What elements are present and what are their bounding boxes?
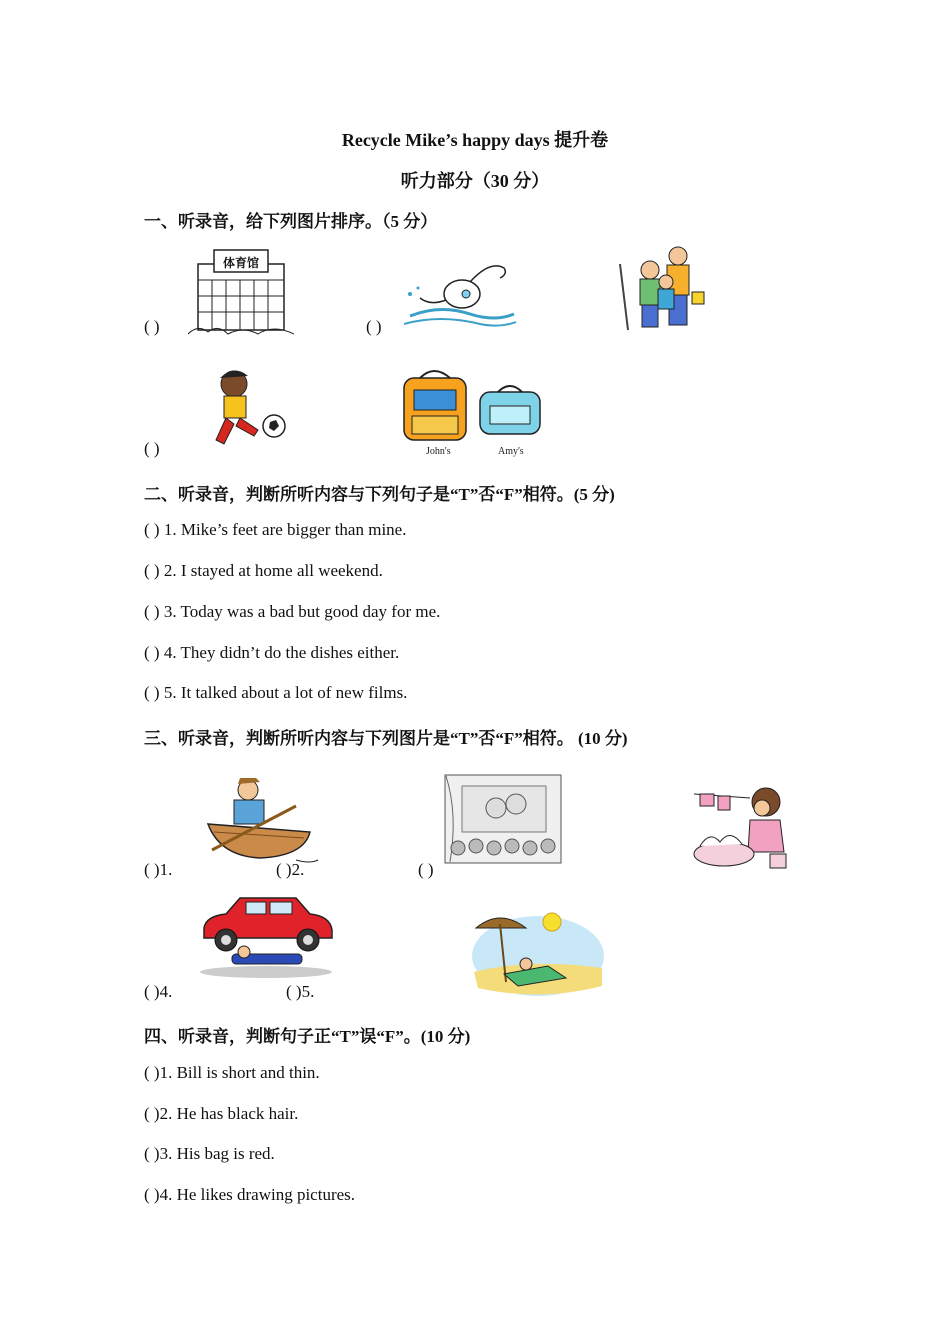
section4-item-3[interactable]: ( )3. His bag is red.	[144, 1144, 275, 1163]
swimming-picture	[400, 254, 518, 332]
bag-label-john: John's	[426, 446, 451, 457]
section2-item-4[interactable]: ( ) 4. They didn’t do the dishes either.	[144, 643, 400, 662]
section3-answer-1[interactable]: ( )1.	[144, 860, 173, 879]
section4-item-4[interactable]: ( )4. He likes drawing pictures.	[144, 1185, 356, 1204]
cinema-picture	[444, 774, 562, 864]
section1-heading: 一、听录音，给下列图片排序。（5 分）	[144, 212, 438, 231]
gym-picture	[188, 246, 294, 338]
section3-answer-4[interactable]: ( )4.	[144, 982, 173, 1001]
section2-item-2[interactable]: ( ) 2. I stayed at home all weekend.	[144, 561, 383, 580]
gym-sign-text: 体育馆	[222, 256, 260, 270]
rowing-boat-picture	[200, 776, 322, 868]
family-fishing-picture	[614, 244, 708, 336]
section3-answer-2[interactable]: ( )2.	[276, 860, 305, 879]
section3-answer-3[interactable]: ( )	[418, 860, 434, 879]
football-picture	[200, 366, 292, 456]
section4-item-1[interactable]: ( )1. Bill is short and thin.	[144, 1063, 320, 1082]
section1-answer-2[interactable]: ( )	[366, 317, 382, 336]
page-title: Recycle Mike’s happy days 提升卷	[341, 130, 609, 150]
section2-item-3[interactable]: ( ) 3. Today was a bad but good day for me.	[144, 602, 441, 621]
section3-answer-5[interactable]: ( )5.	[286, 982, 315, 1001]
section1-answer-4[interactable]: ( )	[144, 439, 160, 458]
beach-picture	[470, 906, 606, 998]
section3-heading: 三、听录音，判断所听内容与下列图片是“T”否“F”相符。 (10 分)	[144, 729, 628, 748]
washing-clothes-picture	[690, 780, 792, 872]
section2-item-5[interactable]: ( ) 5. It talked about a lot of new films.	[144, 683, 408, 702]
section4-item-2[interactable]: ( )2. He has black hair.	[144, 1104, 299, 1123]
bag-label-amy: Amy's	[498, 446, 524, 457]
car-repair-picture	[196, 892, 336, 978]
section4-heading: 四、听录音，判断句子正“T”误“F”。(10 分)	[144, 1027, 471, 1046]
schoolbags-picture	[398, 368, 548, 458]
section2-heading: 二、听录音，判断所听内容与下列句子是“T”否“F”相符。(5 分)	[144, 485, 615, 504]
section2-item-1[interactable]: ( ) 1. Mike’s feet are bigger than mine.	[144, 520, 407, 539]
page-subtitle: 听力部分（30 分）	[400, 171, 550, 191]
section1-answer-1[interactable]: ( )	[144, 317, 160, 336]
